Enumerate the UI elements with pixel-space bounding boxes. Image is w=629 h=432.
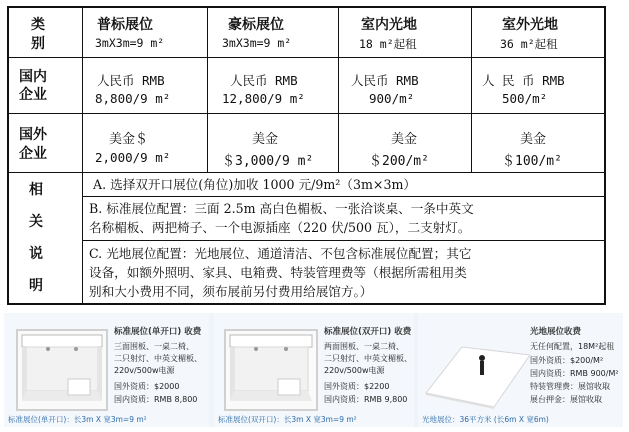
single-line-3: 220v/500w电源 (114, 366, 175, 375)
domestic-deluxe-currency: 人民币 RMB (230, 73, 298, 88)
note-a (83, 173, 604, 197)
domestic-standard-amount: 8,800/9 m² (95, 91, 171, 106)
header-standard-booth-size: 3mX3m=9 m² (95, 36, 165, 50)
notes-label-char-3: 说 (29, 246, 43, 262)
domestic-standard-price (83, 58, 208, 114)
foreign-label-line-2: 企业 (19, 146, 47, 162)
domestic-standard-currency: 人民币 RMB (97, 73, 165, 88)
single-booth-illustration (16, 329, 108, 411)
row-label-notes (9, 173, 83, 303)
header-deluxe-booth-size: 3mX3m=9 m² (222, 36, 292, 50)
single-line-2: 二只射灯、中英文楣板、 (114, 354, 202, 363)
domestic-deluxe-price (208, 58, 339, 114)
header-standard-booth (83, 8, 208, 58)
single-line-1: 三面围板、一桌二椅、 (114, 342, 194, 351)
domestic-outdoor-amount: 500/m² (502, 91, 548, 106)
domestic-deluxe-amount: 12,800/9 m² (222, 91, 305, 106)
double-title: 标准展位(双开口) 收费 (324, 327, 412, 337)
raw-stage-deposit: 展台押金：展馆收取 (530, 395, 602, 404)
foreign-deluxe-currency: 美金 (252, 132, 279, 147)
note-b-line-1: B. 标准展位配置：三面 2.5m 高白色楣板、一张洽谈桌、一条中英文 (89, 201, 474, 216)
note-b (83, 197, 604, 241)
raw-foreign-price: 国外资质：$200/M² (530, 356, 604, 365)
raw-title: 光地展位收费 (530, 327, 582, 337)
header-category-char-1: 类 (31, 17, 45, 33)
foreign-outdoor-currency: 美金 (520, 132, 547, 147)
raw-space-panel (418, 313, 623, 427)
foreign-deluxe-amount: ＄3,000/9 m² (222, 154, 314, 169)
note-a-text: A. 选择双开口展位(角位)加收 1000 元/9m²（3m×3m） (93, 177, 417, 192)
note-c-line-1: C. 光地展位配置：光地展位、通道清洁、不包含标准展位配置；其它 (89, 246, 472, 261)
row-label-foreign (9, 114, 83, 173)
notes-label-char-1: 相 (29, 182, 43, 198)
double-caption: 标准展位(双开口)：长3m X 宽3m=9 m² (218, 415, 357, 424)
double-foreign-price: 国外资质：$2200 (324, 382, 390, 391)
header-outdoor-raw-size: 36 m²起租 (500, 37, 558, 51)
domestic-label-line-2: 企业 (19, 87, 47, 103)
raw-management-fee: 特装管理费：展馆收取 (530, 382, 610, 391)
foreign-outdoor-amount: ＄100/m² (502, 154, 562, 169)
domestic-outdoor-price (472, 58, 604, 114)
notes-label-char-2: 关 (29, 214, 43, 230)
domestic-indoor-price (339, 58, 472, 114)
header-outdoor-raw-title: 室外光地 (502, 17, 558, 33)
raw-line-1: 无任何配置，18M²起租 (530, 342, 615, 351)
foreign-outdoor-price (472, 114, 604, 173)
foreign-standard-currency: 美金＄ (109, 132, 149, 147)
single-title: 标准展位(单开口) 收费 (114, 327, 202, 337)
single-domestic-price: 国内资质：RMB 8,800 (114, 395, 198, 404)
double-line-3: 220v/500w电源 (324, 366, 385, 375)
header-indoor-raw (339, 8, 472, 58)
header-category (9, 8, 83, 58)
single-caption: 标准展位(单开口)：长3m X 宽3m=9 m² (8, 415, 147, 424)
foreign-indoor-currency: 美金 (391, 132, 418, 147)
pricing-table (7, 6, 606, 305)
double-line-2: 二只射灯、中英文楣板、 (324, 354, 412, 363)
header-indoor-raw-size: 18 m²起租 (359, 37, 417, 51)
raw-domestic-price: 国内资质：RMB 900/M² (530, 369, 619, 378)
single-open-panel (4, 313, 209, 427)
row-label-domestic (9, 58, 83, 114)
foreign-standard-amount: 2,000/9 m² (95, 150, 171, 165)
notes-label-char-4: 明 (29, 278, 43, 294)
double-booth-icon (226, 331, 316, 409)
header-outdoor-raw (472, 8, 604, 58)
header-category-char-2: 别 (31, 36, 45, 52)
header-deluxe-booth-title: 豪标展位 (228, 17, 284, 33)
single-booth-icon (18, 331, 106, 409)
double-booth-illustration (224, 329, 318, 411)
domestic-indoor-amount: 900/m² (369, 91, 415, 106)
note-c-line-2: 设备，如额外照明、家具、电箱费、特装管理费等（根据所需租用类 (89, 265, 467, 280)
domestic-outdoor-currency: 人 民 币 RMB (482, 73, 565, 88)
foreign-label-line-1: 国外 (19, 127, 47, 143)
single-foreign-price: 国外资质：$2000 (114, 382, 180, 391)
raw-space-illustration (422, 333, 534, 413)
double-line-1: 两面围板、一桌二椅、 (324, 342, 404, 351)
header-deluxe-booth (208, 8, 339, 58)
foreign-standard-price (83, 114, 208, 173)
header-indoor-raw-title: 室内光地 (361, 17, 417, 33)
double-open-panel (214, 313, 414, 427)
domestic-label-line-1: 国内 (19, 69, 47, 85)
note-c (83, 241, 604, 303)
domestic-indoor-currency: 人民币 RMB (351, 73, 419, 88)
foreign-indoor-price (339, 114, 472, 173)
foreign-deluxe-price (208, 114, 339, 173)
raw-caption: 光地展位：36平方米 (长6m X 宽6m) (422, 415, 549, 424)
note-b-line-2: 名称楣板、两把椅子、一个电源插座（220 伏/500 瓦），二支射灯。 (89, 220, 471, 235)
header-standard-booth-title: 普标展位 (97, 17, 153, 33)
foreign-indoor-amount: ＄200/m² (369, 154, 429, 169)
booth-banner (4, 313, 623, 427)
double-domestic-price: 国内资质：RMB 9,800 (324, 395, 408, 404)
note-c-line-3: 别和大小费用不同，须布展前另付费用给展馆方。） (89, 284, 373, 299)
